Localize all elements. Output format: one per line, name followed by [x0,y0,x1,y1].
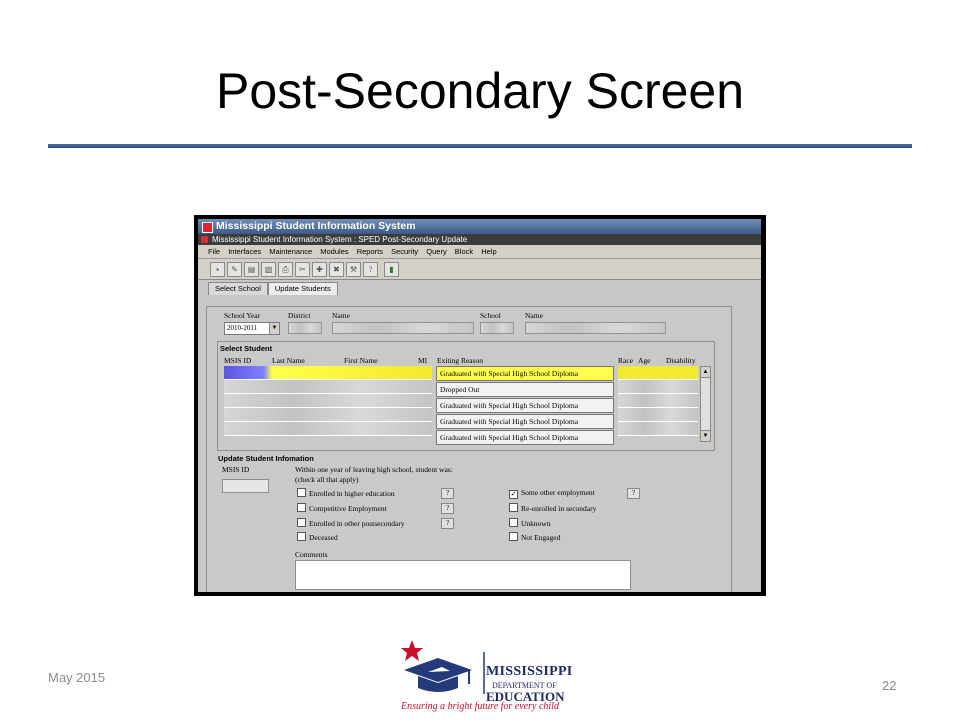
menu-help[interactable]: Help [481,247,497,256]
other-postsecondary-help-button[interactable]: ? [441,518,454,529]
school-label: School [480,311,501,320]
checkbox-box[interactable] [297,488,306,497]
other-employment-help-button[interactable]: ? [627,488,640,499]
logo-tagline: Ensuring a bright future for every child [401,701,559,712]
checkbox-box[interactable] [297,518,306,527]
col-msis-id: MSIS ID [224,356,252,365]
menu-modules[interactable]: Modules [320,247,349,256]
scroll-down-icon[interactable]: ▼ [701,430,710,441]
page-number: 22 [882,678,897,693]
comments-label: Comments [295,550,328,559]
menu-block[interactable]: Block [454,247,474,256]
tab-strip [198,280,761,294]
reenrolled-secondary-checkbox[interactable] [509,503,596,514]
help-icon[interactable]: ? [363,262,378,277]
tab-update-students[interactable]: Update Students [268,282,338,295]
menu-reports[interactable]: Reports [356,247,383,256]
school-year-select[interactable] [224,322,280,335]
checkbox-box[interactable] [509,518,518,527]
table-row[interactable] [224,408,432,422]
exit-icon[interactable]: ▮ [384,262,399,277]
exiting-reason-cell[interactable]: Graduated with Special High School Diploma [436,430,614,445]
update-info-heading: Update Student Infomation [218,454,314,463]
title-divider [48,144,912,148]
table-row[interactable] [618,366,698,380]
slide-title: Post-Secondary Screen [215,63,745,119]
deceased-checkbox[interactable] [297,532,338,543]
district-name-field [332,322,474,334]
checkmark-icon[interactable]: ✓ [510,490,517,498]
toolbar [198,259,761,280]
checkbox-box[interactable] [509,503,518,512]
update-msis-label: MSIS ID [222,465,250,474]
tab-select-school[interactable]: Select School [208,282,268,295]
school-year-label: School Year [224,311,261,320]
exiting-reason-cell[interactable]: Graduated with Special High School Diploma [436,398,614,413]
select-student-heading: Select Student [220,344,273,353]
tools-icon[interactable]: ⚒ [346,262,361,277]
form-icon [201,236,208,243]
not-engaged-label: Not Engaged [521,533,561,542]
chevron-down-icon[interactable]: ▼ [269,323,279,334]
school-name-field [525,322,666,334]
logo-line1: MISSISSIPPI [486,664,573,679]
menu-file[interactable]: File [208,247,221,256]
print-icon[interactable]: ⎙ [278,262,293,277]
col-race: Race [618,356,633,365]
table-row[interactable] [224,394,432,408]
col-exiting-reason: Exiting Reason [437,356,484,365]
unknown-checkbox[interactable] [509,518,551,529]
higher-education-help-button[interactable]: ? [441,488,454,499]
col-mi: MI [418,356,428,365]
school-year-value: 2010-2011 [227,324,258,332]
deceased-label: Deceased [309,533,338,542]
app-window [198,219,761,592]
unknown-label: Unknown [521,519,551,528]
form-panel [206,306,732,592]
competitive-employment-label: Competitive Employment [309,504,387,513]
query-icon[interactable]: ▧ [261,262,276,277]
table-row[interactable] [618,380,698,394]
comments-textarea[interactable] [295,560,631,590]
logo-line3: EDUCATION [486,689,565,704]
other-postsecondary-label: Enrolled in other postsecondary [309,519,405,528]
cut-icon[interactable]: ✂ [295,262,310,277]
district-field [288,322,322,334]
graduation-cap-icon [398,636,488,702]
app-icon [202,222,213,233]
menu-interfaces[interactable]: Interfaces [228,247,262,256]
col-first-name: First Name [344,356,378,365]
district-label: District [288,311,311,320]
higher-education-checkbox[interactable] [297,488,395,499]
edit-icon[interactable]: ✎ [227,262,242,277]
form-title-bar [198,234,761,245]
reenrolled-secondary-label: Re-enrolled in secondary [521,504,597,513]
table-row[interactable] [224,366,432,380]
not-engaged-checkbox[interactable] [509,532,560,543]
window-title: Mississippi Student Information System [216,220,416,232]
delete-icon[interactable]: ✖ [329,262,344,277]
menu-security[interactable]: Security [391,247,419,256]
form-title: Mississippi Student Information System : SPED Post-Secondary Update [212,235,468,244]
table-row[interactable] [618,394,698,408]
exiting-reason-column [436,366,614,446]
screenshot-frame [194,215,766,596]
logo-line2: DEPARTMENT OF [492,681,557,690]
school-field [480,322,514,334]
col-disability: Disability [666,356,696,365]
student-list-scrollbar[interactable] [700,366,711,442]
student-id-column [224,366,432,436]
update-msis-field[interactable] [222,479,269,493]
demographics-column [618,366,698,436]
col-last-name: Last Name [272,356,305,365]
checkbox-box[interactable] [297,503,306,512]
table-row[interactable] [224,422,432,436]
checkbox-box[interactable] [297,532,306,541]
instruction-line1: Within one year of leaving high school, student was: [295,465,453,474]
competitive-employment-checkbox[interactable] [297,503,387,514]
scroll-up-icon[interactable]: ▲ [701,367,710,378]
table-row[interactable] [618,408,698,422]
checkbox-box[interactable] [509,532,518,541]
menu-bar [198,245,761,259]
district-name-label: Name [332,311,350,320]
exiting-reason-cell[interactable]: Dropped Out [436,382,614,397]
other-employment-checkbox[interactable] [509,488,595,499]
competitive-employment-help-button[interactable]: ? [441,503,454,514]
window-title-bar [198,219,761,234]
other-employment-label: Some other employment [521,488,595,497]
school-name-label: Name [525,311,543,320]
table-row[interactable] [224,380,432,394]
select-student-panel [217,341,715,451]
other-postsecondary-checkbox[interactable] [297,518,405,529]
menu-query[interactable]: Query [426,247,447,256]
insert-icon[interactable]: ✚ [312,262,327,277]
col-age: Age [638,356,651,365]
exiting-reason-cell[interactable]: Graduated with Special High School Diploma [436,366,614,381]
higher-education-label: Enrolled in higher education [309,489,395,498]
exiting-reason-cell[interactable]: Graduated with Special High School Diploma [436,414,614,429]
table-row[interactable] [618,422,698,436]
footer-date: May 2015 [48,670,106,685]
save-icon[interactable]: ▪ [210,262,225,277]
menu-maintenance[interactable]: Maintenance [269,247,313,256]
instruction-line2: (check all that apply) [295,475,359,484]
document-icon[interactable]: ▤ [244,262,259,277]
